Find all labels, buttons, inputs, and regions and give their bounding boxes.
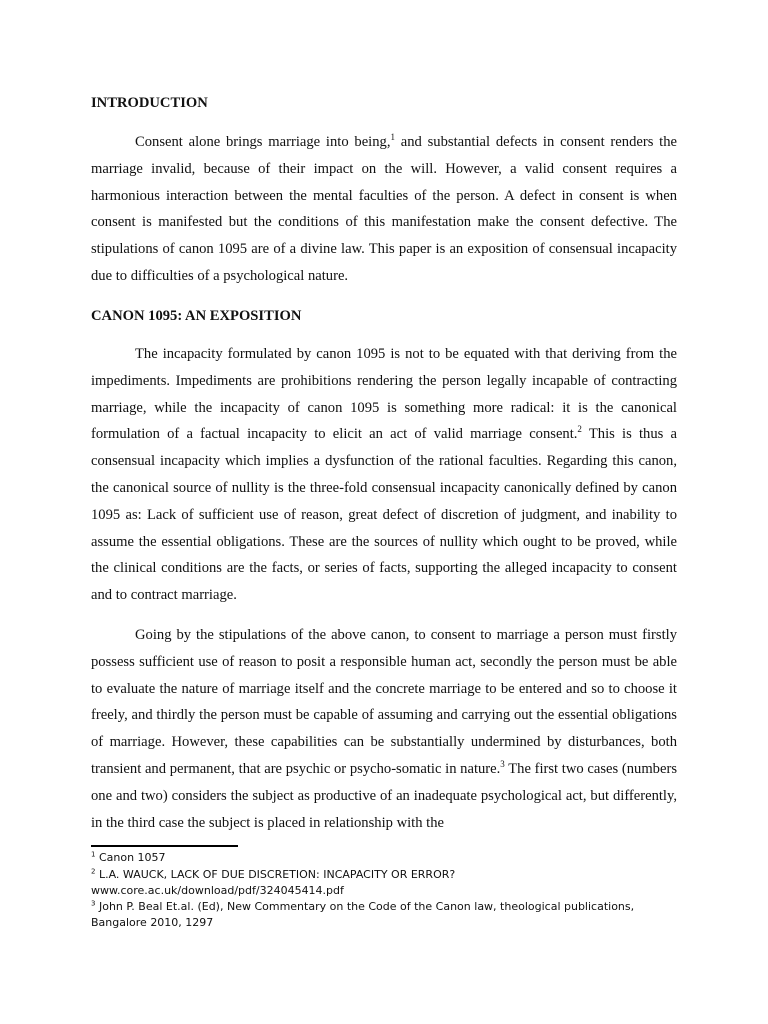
- footnote-ref-1: 1: [390, 132, 395, 143]
- canon2-text-part1: Going by the stipulations of the above canon, to consent to marriage a person must firstly possess sufficient use of reason to posit a responsible human act, secondly the person must be able to evaluate the nature of marriage itself and the concrete marriage to be entered and so to choose it freely, and thirdly the person must be capable of assuming and carrying out the essential obligations of marriage. However, these capabilities can be substantially undermined by disturbances, both transient and permanent, that are psychic or psycho-somatic in nature.: [91, 627, 677, 777]
- canon2-text-part2: The first two cases (numbers one and two) considers the subject as productive of an inadequate psychological act, but differently, in the third case the subject is placed in relationship with the: [91, 760, 677, 831]
- footnote-1: [91, 850, 691, 866]
- footnote-1-number: 1: [91, 850, 96, 859]
- heading-introduction: INTRODUCTION: [91, 95, 208, 111]
- footnote-2: [91, 867, 691, 899]
- footnote-2-text: L.A. WAUCK, LACK OF DUE DISCRETION: INCAPACITY OR ERROR? www.core.ac.uk/download/pdf/324045414.pdf: [91, 868, 456, 897]
- intro-text-part1: Consent alone brings marriage into being,: [135, 134, 391, 150]
- canon1-text-part1: The incapacity formulated by canon 1095 is not to be equated with that deriving from the impediments. Impediments are prohibitions rendering the person legally incapable of contracting marriage, while the incapacity of canon 1095 is something more radical: it is the canonical formulation of a factual incapacity to elicit an act of valid marriage consent.: [91, 346, 677, 443]
- footnote-2-number: 2: [91, 867, 96, 876]
- paragraph-introduction: [91, 129, 677, 290]
- footnote-3: [91, 899, 691, 931]
- footnote-3-number: 3: [91, 899, 96, 908]
- footnote-1-text: Canon 1057: [98, 851, 166, 864]
- footnote-3-text: John P. Beal Et.al. (Ed), New Commentary on the Code of the Canon law, theological publications, Bangalore 2010, 1297: [91, 900, 635, 929]
- paragraph-canon-1: [91, 341, 677, 609]
- footnote-ref-2: 2: [577, 424, 582, 435]
- paragraph-canon-2: [91, 622, 677, 836]
- footnote-separator: [91, 845, 238, 847]
- footnote-ref-3: 3: [500, 759, 505, 770]
- canon1-text-part2: This is thus a consensual incapacity which implies a dysfunction of the rational faculties. Regarding this canon, the canonical source of nullity is the three-fold consensual incapacity canonically defined by canon 1095 as: Lack of sufficient use of reason, great defect of discretion of judgment, and inability to assume the essential obligations. These are the sources of nullity which ought to be proved, while the clinical conditions are the facts, or series of facts, supporting the alleged incapacity to consent and to contract marriage.: [91, 426, 677, 604]
- heading-canon-1095: CANON 1095: AN EXPOSITION: [91, 308, 302, 324]
- intro-text-part2: and substantial defects in consent renders the marriage invalid, because of their impact on the will. However, a valid consent requires a harmonious interaction between the mental faculties of the person. A defect in consent is when consent is manifested but the conditions of this manifestation make the consent defective. The stipulations of canon 1095 are of a divine law. This paper is an exposition of consensual incapacity due to difficulties of a psychological nature.: [91, 134, 677, 284]
